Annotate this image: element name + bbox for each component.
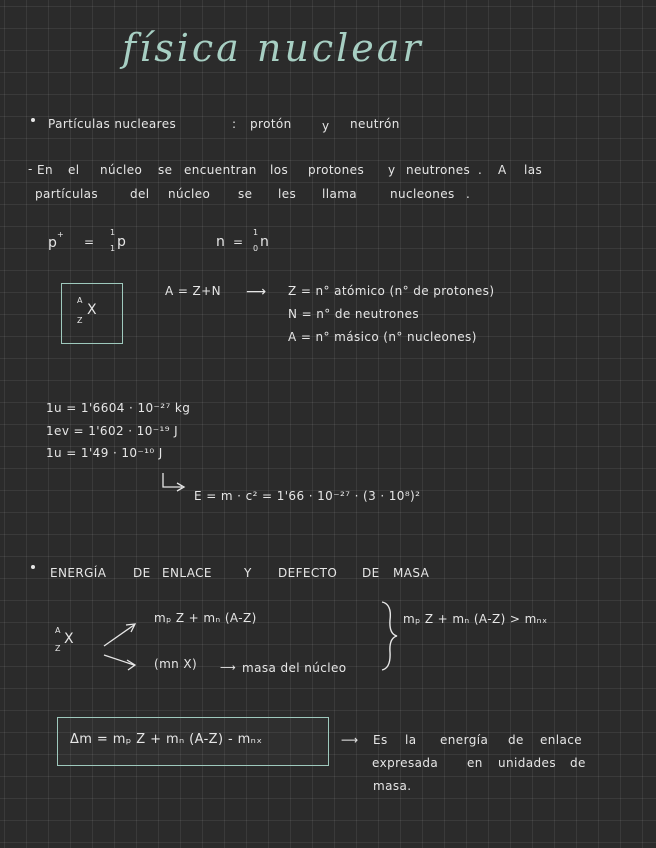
para-word: se — [238, 187, 253, 201]
proton-nuclide: p — [117, 234, 126, 250]
para-word: nucleones — [390, 187, 455, 201]
curly-brace-icon — [382, 602, 397, 670]
para-word: les — [278, 187, 297, 201]
amu-energy: 1u = 1'49 · 10⁻¹⁰ J — [46, 446, 163, 460]
n-definition: N = n° de neutrones — [288, 307, 420, 321]
para-word: núcleo — [100, 163, 143, 177]
para-word: A — [498, 163, 507, 177]
binding-heading-word: ENLACE — [162, 566, 212, 580]
note-word: masa. — [373, 779, 412, 793]
note-word: la — [405, 733, 417, 747]
nuclide-symbol: X — [87, 302, 97, 318]
binding-heading-word: MASA — [393, 566, 430, 580]
binding-heading-word: DEFECTO — [278, 566, 338, 580]
arrow-icon: ⟶ — [246, 284, 267, 300]
a-definition: A = n° másico (n° nucleones) — [288, 330, 477, 344]
equals-sign: = — [84, 235, 95, 249]
proton-atomic-number: 1 — [110, 244, 116, 253]
para-word: y — [388, 163, 396, 177]
neutron-atomic-number: 0 — [253, 244, 259, 253]
para-word: llama — [322, 187, 358, 201]
neutron-symbol: n — [216, 234, 225, 250]
intro-proton: protón — [250, 117, 292, 131]
para-word: . — [478, 163, 483, 177]
note-word: unidades — [498, 756, 556, 770]
binding-heading-word: Y — [244, 566, 252, 580]
intro-colon: : — [232, 117, 237, 131]
arrow-icon: ⟶ — [220, 661, 237, 674]
note-word: energía — [440, 733, 489, 747]
para-word: del — [130, 187, 150, 201]
intro-y: y — [322, 119, 330, 133]
para-word: . — [466, 187, 471, 201]
top-branch-expression: mₚ Z + mₙ (A-Z) — [154, 611, 257, 625]
nucleus-mass-note: masa del núcleo — [242, 661, 347, 675]
note-word: expresada — [372, 756, 439, 770]
para-word: protones — [308, 163, 365, 177]
intro-heading: Partículas nucleares — [48, 117, 177, 131]
binding-heading-word: DE — [362, 566, 380, 580]
branch-atomic-number: Z — [55, 644, 61, 653]
neutron-mass-number: 1 — [253, 228, 259, 237]
para-word: neutrones — [406, 163, 471, 177]
nuclide-atomic-number: Z — [77, 316, 83, 325]
page-title: física nuclear — [122, 26, 424, 70]
para-word: encuentran — [184, 163, 257, 177]
neutron-nuclide: n — [260, 234, 269, 250]
para-word: partículas — [35, 187, 99, 201]
binding-heading-word: DE — [133, 566, 151, 580]
para-word: núcleo — [168, 187, 211, 201]
lower-branch-arrow-icon — [104, 655, 134, 665]
proton-symbol: p — [48, 235, 57, 251]
note-word: Es — [373, 733, 388, 747]
atomic-mass-unit: 1u = 1'6604 · 10⁻²⁷ kg — [46, 401, 191, 415]
intro-neutron: neutrón — [350, 117, 400, 131]
para-word: se — [158, 163, 173, 177]
z-definition: Z = n° atómico (n° de protones) — [288, 284, 495, 298]
para-word: las — [524, 163, 543, 177]
arrow-icon: ⟶ — [341, 733, 359, 747]
branch-mass-number: A — [55, 626, 61, 635]
electron-volt: 1ev = 1'602 · 10⁻¹⁹ J — [46, 424, 179, 438]
mass-energy-equation: E = m · c² = 1'66 · 10⁻²⁷ · (3 · 10⁸)² — [194, 489, 421, 503]
mass-defect-formula: Δm = mₚ Z + mₙ (A-Z) - mₙₓ — [70, 732, 263, 747]
note-word: de — [508, 733, 524, 747]
note-word: enlace — [540, 733, 583, 747]
equals-sign: = — [233, 235, 244, 249]
mass-number-formula: A = Z+N — [165, 284, 221, 298]
para-word: el — [68, 163, 80, 177]
note-word: de — [570, 756, 586, 770]
proton-charge: + — [57, 230, 64, 239]
dash: - — [28, 162, 33, 176]
binding-heading-word: ENERGÍA — [50, 566, 107, 580]
para-word: En — [37, 163, 53, 177]
bottom-branch-expression: (mn X) — [154, 657, 198, 671]
mass-inequality: mₚ Z + mₙ (A-Z) > mₙₓ — [403, 612, 548, 626]
para-word: los — [270, 163, 289, 177]
branch-nuclide-symbol: X — [64, 631, 74, 647]
upper-branch-arrow-icon — [104, 625, 134, 646]
proton-mass-number: 1 — [110, 228, 116, 237]
nuclide-mass-number: A — [77, 296, 83, 305]
note-word: en — [467, 756, 483, 770]
